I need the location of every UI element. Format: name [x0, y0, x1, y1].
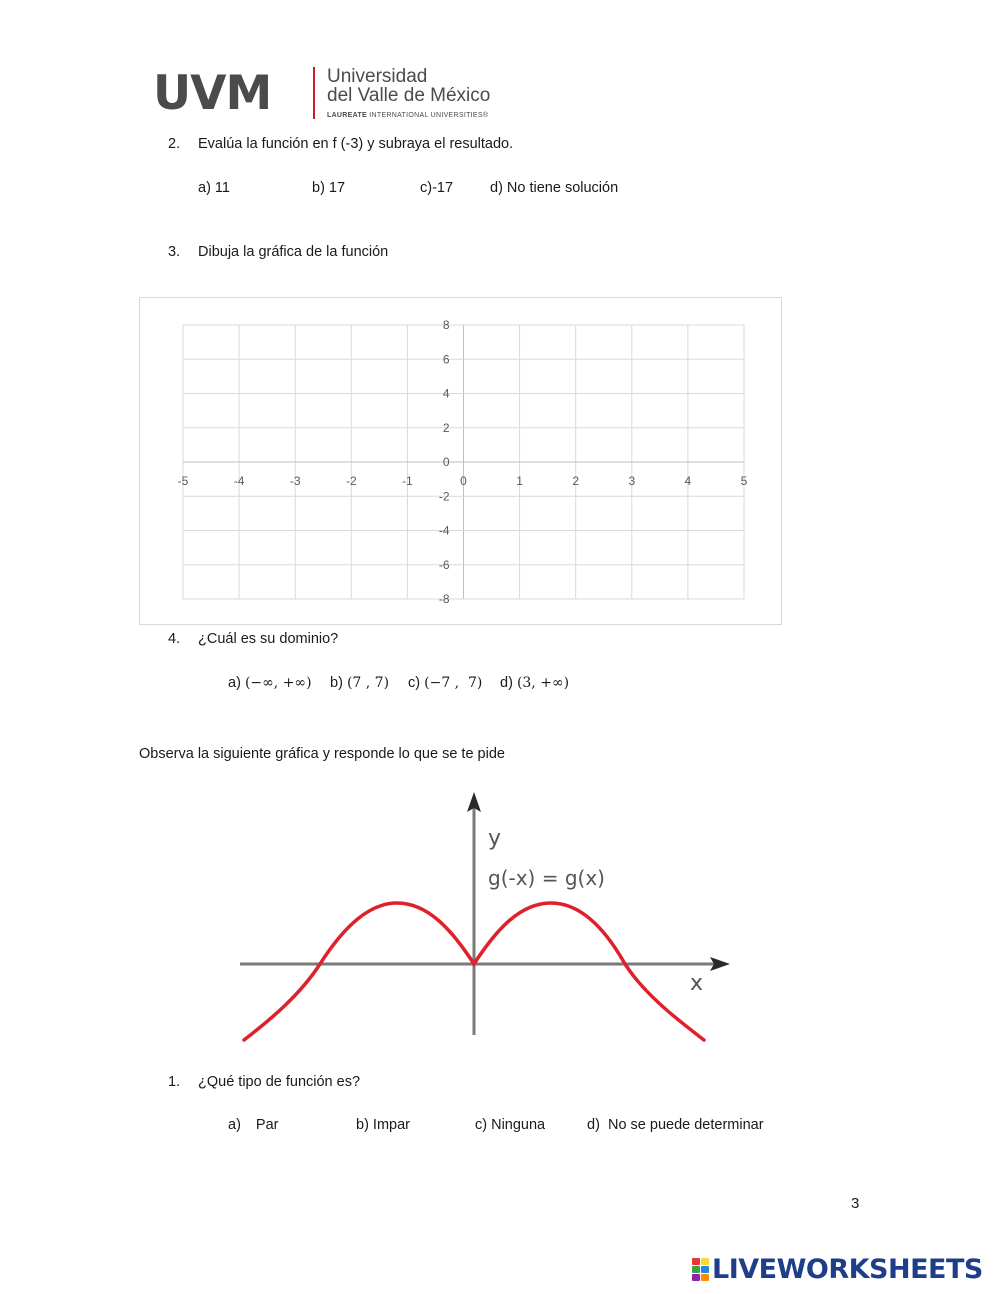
- y-tick-label-7: -6: [438, 557, 450, 572]
- x-tick-label-0: -5: [177, 474, 189, 488]
- x-tick-label-2: -3: [289, 474, 301, 488]
- q4-text: ¿Cuál es su dominio?: [198, 631, 339, 647]
- y-tick-label-2: 4: [442, 386, 450, 401]
- q4-number: 4.: [168, 631, 181, 647]
- y-tick-label-3: 2: [442, 420, 450, 435]
- page-number: 3: [851, 1195, 860, 1212]
- even-function-graph: [230, 785, 770, 1045]
- x-tick-label-8: 3: [628, 474, 636, 488]
- y-tick-label-6: -4: [438, 523, 450, 538]
- liveworksheets-logo[interactable]: [692, 1254, 983, 1284]
- q2-option-d[interactable]: d) No tiene solución: [490, 180, 619, 196]
- empty-grid-chart: [139, 297, 782, 625]
- q4-option-b[interactable]: b) (7 , 7): [330, 675, 390, 691]
- logo-divider: [313, 67, 315, 119]
- y-tick-label-1: 6: [442, 352, 450, 367]
- q2-option-c[interactable]: c)-17: [420, 180, 454, 196]
- graph-annotation: g(-x) = g(x): [488, 866, 605, 890]
- q3-number: 3.: [168, 244, 181, 260]
- q4-option-a[interactable]: a) (−∞, +∞): [228, 675, 312, 691]
- x-tick-label-7: 2: [572, 474, 580, 488]
- q2-option-b[interactable]: b) 17: [312, 180, 346, 196]
- q2-option-a[interactable]: a) 11: [198, 180, 230, 196]
- x-tick-label-3: -2: [345, 474, 357, 488]
- x-tick-label-1: -4: [233, 474, 245, 488]
- graph-x-label: x: [690, 971, 704, 996]
- q1-text: ¿Qué tipo de función es?: [198, 1074, 361, 1090]
- x-tick-label-5: 0: [460, 474, 467, 488]
- x-tick-label-6: 1: [516, 474, 523, 488]
- logo-line-3: LAUREATE INTERNATIONAL UNIVERSITIES®: [327, 112, 489, 119]
- q1-option-d[interactable]: d) No se puede determinar: [587, 1117, 764, 1133]
- uvm-logo-mark: UVM: [153, 66, 272, 121]
- liveworksheets-icon: [692, 1258, 709, 1281]
- q4-option-c[interactable]: c) (−7 , 7): [408, 675, 483, 691]
- y-tick-label-0: 8: [442, 318, 450, 332]
- x-tick-label-4: -1: [402, 474, 413, 488]
- grid-chart-svg[interactable]: [140, 298, 781, 624]
- q1-option-c[interactable]: c) Ninguna: [475, 1117, 546, 1133]
- liveworksheets-wordmark: LIVEWORKSHEETS: [712, 1253, 983, 1285]
- instruction-text: Observa la siguiente gráfica y responde lo que se te pide: [139, 746, 505, 762]
- q1-option-b[interactable]: b) Impar: [356, 1117, 410, 1133]
- q3-text: Dibuja la gráfica de la función: [198, 244, 389, 260]
- graph-y-label: y: [488, 826, 502, 851]
- y-tick-label-4: 0: [442, 455, 450, 469]
- x-tick-label-10: 5: [740, 474, 748, 488]
- q1-option-a[interactable]: a) Par: [228, 1117, 279, 1133]
- q4-option-d[interactable]: d) (3, +∞): [500, 675, 570, 691]
- logo-line-1: Universidad: [327, 66, 428, 87]
- x-tick-label-9: 4: [684, 474, 692, 488]
- logo-line-2: del Valle de México: [327, 85, 491, 106]
- q1-number: 1.: [168, 1074, 181, 1090]
- q2-number: 2.: [168, 136, 181, 152]
- y-tick-label-5: -2: [438, 489, 450, 504]
- y-tick-label-8: -8: [438, 592, 450, 606]
- q2-text: Evalúa la función en f (-3) y subraya el resultado.: [198, 136, 514, 152]
